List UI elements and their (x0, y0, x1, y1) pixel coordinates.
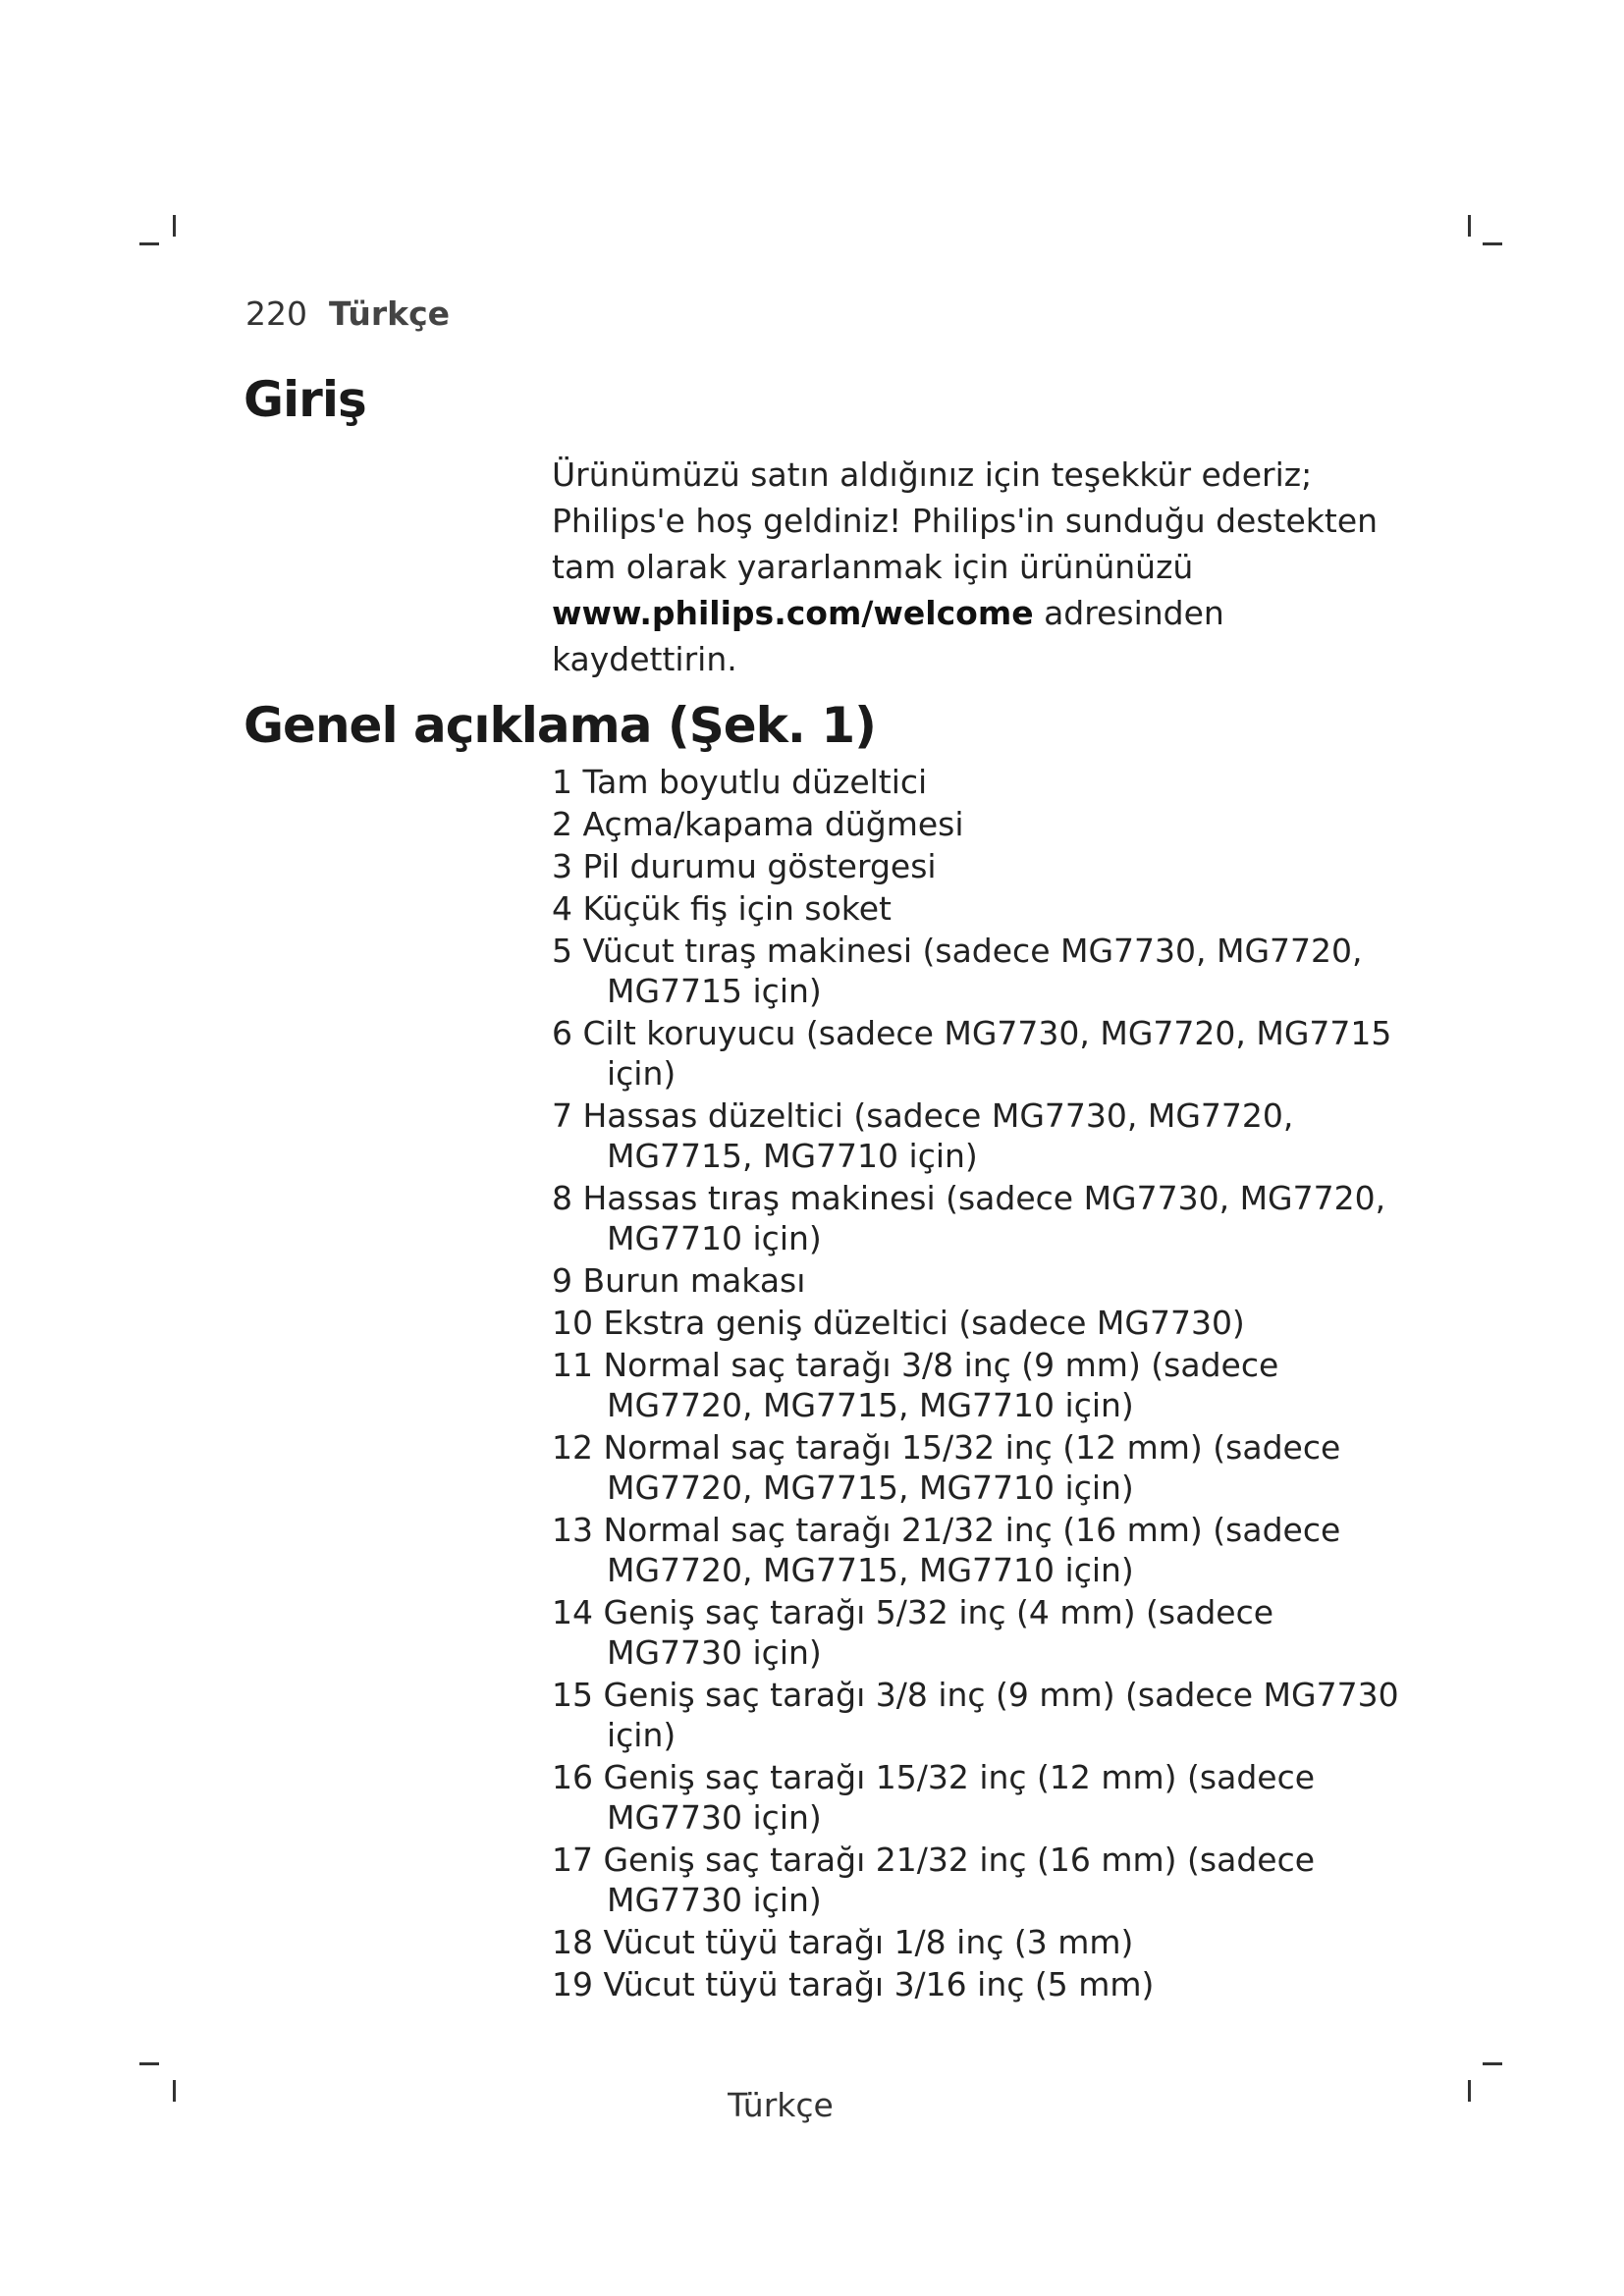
list-item: 15 Geniş saç tarağı 3/8 inç (9 mm) (sadece MG7730 için) (552, 1676, 1399, 1754)
overview-title: Genel açıklama (Şek. 1) (244, 697, 876, 754)
page-header (245, 294, 450, 333)
list-item: 11 Normal saç tarağı 3/8 inç (9 mm) (sadece MG7720, MG7715, MG7710 için) (552, 1346, 1279, 1424)
list-item: 17 Geniş saç tarağı 21/32 inç (16 mm) (sadece MG7730 için) (552, 1841, 1316, 1919)
list-item: 18 Vücut tüyü tarağı 1/8 inç (3 mm) (552, 1923, 1134, 1961)
list-item: 13 Normal saç tarağı 21/32 inç (16 mm) (sadece MG7720, MG7715, MG7710 için) (552, 1511, 1341, 1589)
list-item: 8 Hassas tıraş makinesi (sadece MG7730, MG7720, MG7710 için) (552, 1179, 1386, 1257)
page-footer: Türkçe (728, 2086, 834, 2124)
welcome-link: www.philips.com/welcome (552, 594, 1034, 632)
intro-title: Giriş (244, 371, 366, 428)
list-item: 5 Vücut tıraş makinesi (sadece MG7730, MG7720, MG7715 için) (552, 932, 1363, 1010)
crop-mark-top-left-h (139, 242, 159, 245)
list-item: 1 Tam boyutlu düzeltici (552, 763, 928, 801)
intro-text-after: adresinden kaydettirin. (552, 594, 1224, 678)
list-item: 3 Pil durumu göstergesi (552, 847, 937, 885)
list-item: 19 Vücut tüyü tarağı 3/16 inç (5 mm) (552, 1965, 1155, 2003)
intro-text-before: Ürünümüzü satın aldığınız için teşekkür ederiz; Philips'e hoş geldiniz! Philips'in sunduğu destekten tam olarak yararlanmak için ürününüzü (552, 455, 1379, 586)
crop-mark-bottom-right-h (1483, 2062, 1502, 2065)
page-number: 220 (245, 294, 307, 333)
list-item: 10 Ekstra geniş düzeltici (sadece MG7730) (552, 1304, 1245, 1342)
list-item: 9 Burun makası (552, 1261, 806, 1300)
crop-mark-top-left-v (173, 215, 176, 237)
list-item: 16 Geniş saç tarağı 15/32 inç (12 mm) (sadece MG7730 için) (552, 1758, 1316, 1837)
list-item: 14 Geniş saç tarağı 5/32 inç (4 mm) (sadece MG7730 için) (552, 1593, 1274, 1672)
list-item: 2 Açma/kapama düğmesi (552, 805, 964, 843)
intro-paragraph (552, 452, 1396, 682)
list-item: 7 Hassas düzeltici (sadece MG7730, MG7720, MG7715, MG7710 için) (552, 1096, 1294, 1175)
crop-mark-bottom-left-h (139, 2062, 159, 2065)
header-language: Türkçe (329, 294, 451, 333)
list-item: 6 Cilt koruyucu (sadece MG7730, MG7720, MG7715 için) (552, 1014, 1392, 1093)
parts-list (552, 762, 1416, 2006)
crop-mark-top-right-v (1468, 215, 1471, 237)
list-item: 12 Normal saç tarağı 15/32 inç (12 mm) (sadece MG7720, MG7715, MG7710 için) (552, 1428, 1341, 1507)
list-item: 4 Küçük fiş için soket (552, 889, 892, 928)
crop-mark-top-right-h (1483, 242, 1502, 245)
